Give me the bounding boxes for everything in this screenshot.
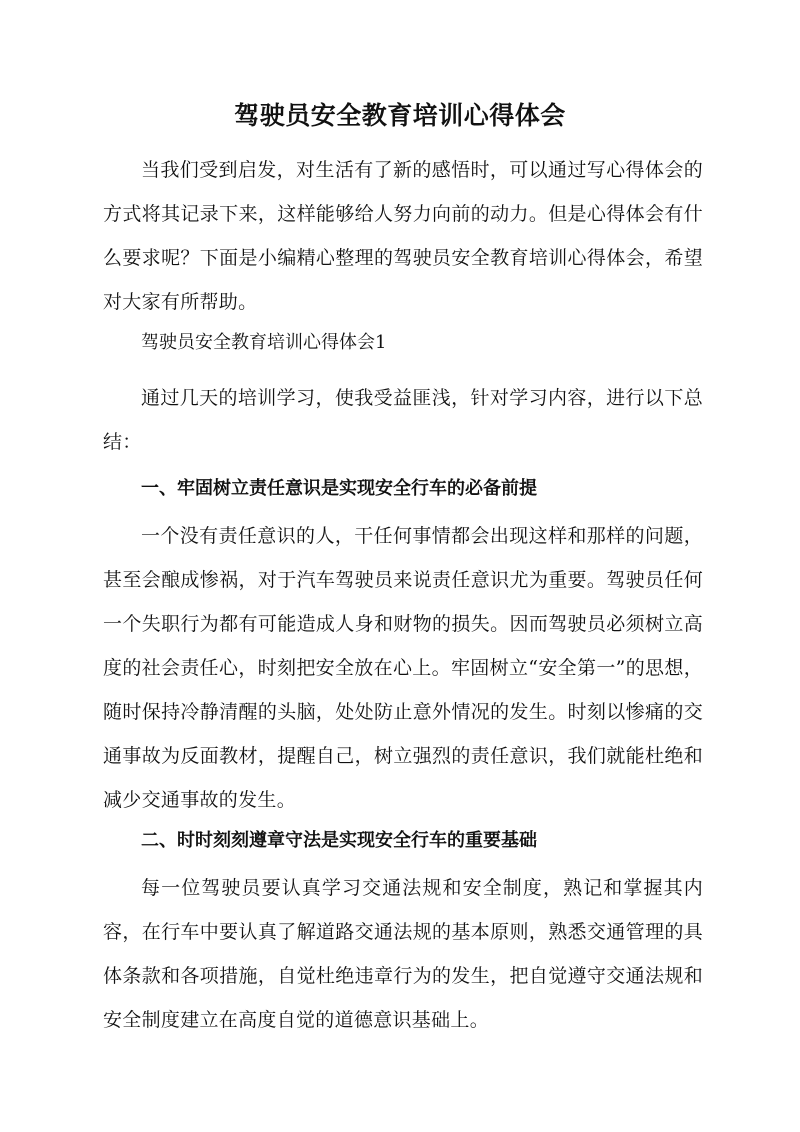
lead-paragraph: 通过几天的培训学习，使我受益匪浅，针对学习内容，进行以下总结： [103, 387, 703, 453]
section-2-paragraph: 每一位驾驶员要认真学习交通法规和安全制度，熟记和掌握其内容，在行车中要认真了解道路交通法规的基本原则，熟悉交通管理的具体条款和各项措施，自觉杜绝违章行为的发生，把自觉遵守交通法规和安全制度建立在高度自觉的道德意识基础上。 [103, 877, 703, 1031]
subtitle-1: 驾驶员安全教育培训心得体会1 [141, 332, 387, 353]
intro-paragraph: 当我们受到启发，对生活有了新的感悟时，可以通过写心得体会的方式将其记录下来，这样能够给人努力向前的动力。但是心得体会有什么要求呢？下面是小编精心整理的驾驶员安全教育培训心得体会，希望对大家有所帮助。 [103, 159, 703, 313]
section-1-heading: 一、牢固树立责任意识是实现安全行车的必备前提 [141, 478, 537, 499]
section-1-paragraph: 一个没有责任意识的人，干任何事情都会出现这样和那样的问题，甚至会酿成惨祸，对于汽车驾驶员来说责任意识尤为重要。驾驶员任何一个失职行为都有可能造成人身和财物的损失。因而驾驶员必须树立高度的社会责任心，时刻把安全放在心上。牢固树立“安全第一”的思想，随时保持冷静清醒的头脑，处处防止意外情况的发生。时刻以惨痛的交通事故为反面教材，提醒自己，树立强烈的责任意识，我们就能杜绝和减少交通事故的发生。 [103, 525, 703, 811]
section-2-heading: 二、时时刻刻遵章守法是实现安全行车的重要基础 [141, 830, 537, 851]
document-title: 驾驶员安全教育培训心得体会 [234, 101, 566, 130]
